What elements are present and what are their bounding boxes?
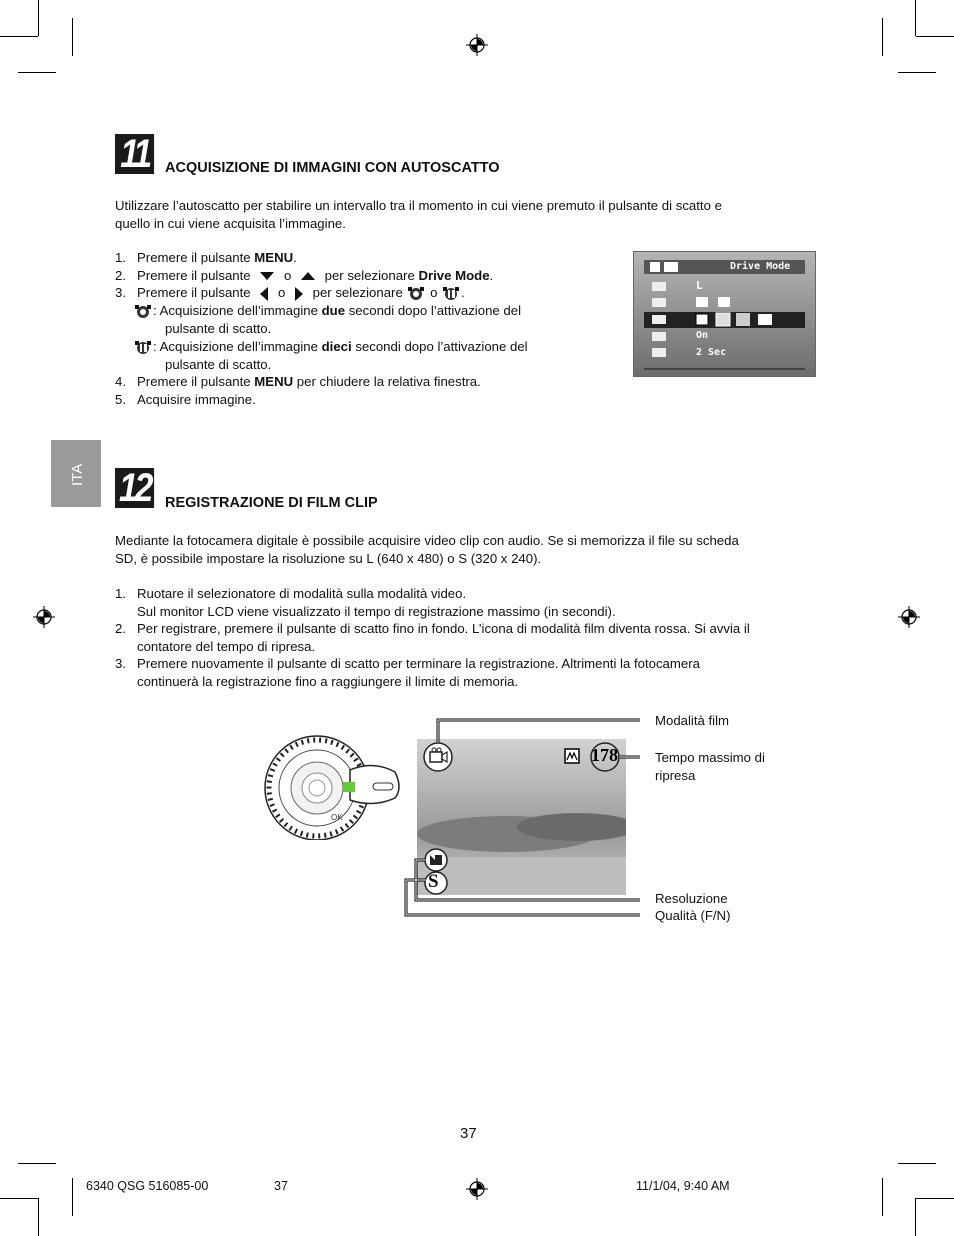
list-item bbox=[115, 391, 615, 409]
step-text: Premere il pulsante bbox=[137, 250, 255, 265]
list-sub-item bbox=[115, 302, 615, 320]
step-text: Acquisire immagine. bbox=[137, 392, 256, 408]
list-item bbox=[115, 249, 615, 267]
sub-bold: dieci bbox=[321, 338, 352, 354]
self-timer-2s-icon bbox=[133, 303, 153, 320]
crop-mark bbox=[916, 1198, 954, 1199]
steps-list bbox=[115, 585, 835, 691]
step-number: 1. bbox=[115, 250, 126, 265]
step-text: . bbox=[293, 250, 297, 265]
page-number: 37 bbox=[460, 1125, 477, 1142]
step-text: Premere il pulsante bbox=[137, 374, 255, 390]
callout-quality: Qualità (F/N) bbox=[655, 908, 731, 923]
step-text: per selezionare bbox=[308, 285, 407, 301]
screen-on-value: On bbox=[696, 330, 709, 341]
callout-text: ripresa bbox=[655, 767, 696, 783]
registration-mark-icon bbox=[33, 606, 55, 628]
sub-text: pulsante di scatto. bbox=[165, 356, 272, 372]
footer-timestamp: 11/1/04, 9:40 AM bbox=[636, 1179, 730, 1193]
step-text: o bbox=[430, 285, 442, 301]
screen-sec-value: 2 Sec bbox=[696, 347, 727, 358]
crop-mark bbox=[916, 36, 954, 37]
list-item bbox=[115, 620, 835, 655]
step-text: Ruotare il selezionatore di modalità sulla modalità video. bbox=[137, 586, 467, 601]
counter-display: 178 bbox=[591, 745, 618, 765]
step-text: per selezionare bbox=[320, 267, 419, 283]
step-text: o bbox=[280, 267, 295, 283]
list-item bbox=[115, 585, 835, 620]
crop-mark bbox=[18, 72, 56, 73]
callout-text: Tempo massimo di bbox=[655, 750, 765, 765]
crop-mark bbox=[38, 1198, 39, 1236]
step-text: Premere il pulsante bbox=[137, 285, 255, 301]
footer-doc-id: 6340 QSG 516085-00 bbox=[86, 1179, 209, 1193]
section-title: REGISTRAZIONE DI FILM CLIP bbox=[165, 495, 378, 511]
crop-mark bbox=[915, 1198, 916, 1236]
step-text: Premere nuovamente il pulsante di scatto per terminare la registrazione. Altrimenti la fotocamera bbox=[137, 656, 700, 672]
left-arrow-icon bbox=[260, 287, 268, 301]
step-number: 2. bbox=[115, 267, 126, 283]
step-text: per chiudere la relativa finestra. bbox=[293, 374, 481, 390]
crop-mark bbox=[898, 1163, 936, 1164]
step-text: Per registrare, premere il pulsante di scatto fino in fondo. L’icona di modalità film diventa rossa. Si avvia il bbox=[137, 621, 750, 637]
text-line: SD, è possibile impostare la risoluzione su L (640 x 480) o S (320 x 240). bbox=[115, 550, 542, 566]
sub-bold: due bbox=[321, 303, 346, 319]
list-item bbox=[115, 655, 835, 690]
crop-mark bbox=[0, 1198, 38, 1199]
drive-mode-screenshot bbox=[633, 251, 816, 377]
screen-size-value: L bbox=[696, 279, 703, 292]
step-text: contatore del tempo di ripresa. bbox=[137, 638, 316, 654]
self-timer-10s-icon bbox=[133, 339, 153, 356]
section-title: ACQUISIZIONE DI IMMAGINI CON AUTOSCATTO bbox=[165, 160, 500, 176]
step-text: . bbox=[461, 285, 465, 301]
step-text: o bbox=[274, 285, 289, 301]
callout-resolution: Resoluzione bbox=[655, 891, 728, 906]
step-number: 4. bbox=[115, 374, 126, 390]
self-timer-10s-icon bbox=[441, 285, 461, 302]
step-bold: MENU bbox=[254, 250, 294, 265]
resolution-letter: S bbox=[428, 871, 439, 892]
registration-mark-icon bbox=[466, 34, 488, 56]
mode-dial-illustration bbox=[255, 730, 405, 840]
text-line: Utilizzare l’autoscatto per stabilire un intervallo tra il momento in cui viene premuto il pulsante di scatto e bbox=[115, 198, 722, 213]
step-number: 3. bbox=[115, 285, 126, 301]
crop-mark bbox=[915, 0, 916, 36]
step-number: 2. bbox=[115, 621, 126, 637]
list-item bbox=[115, 373, 615, 391]
step-text: . bbox=[489, 267, 494, 283]
step-bold: Drive Mode bbox=[418, 267, 490, 283]
sub-text: secondi dopo l’attivazione del bbox=[351, 338, 528, 354]
text-line: Mediante la fotocamera digitale è possibile acquisire video clip con audio. Se si memorizza il file su scheda bbox=[115, 533, 739, 548]
crop-mark bbox=[898, 72, 936, 73]
crop-mark bbox=[72, 18, 73, 56]
text-line: quello in cui viene acquisita l’immagine. bbox=[115, 215, 346, 231]
section-number: 12 bbox=[115, 468, 154, 508]
crop-mark bbox=[882, 18, 883, 56]
screen-header: Drive Mode bbox=[730, 261, 791, 272]
language-tab bbox=[51, 440, 101, 507]
step-number: 1. bbox=[115, 586, 126, 601]
step-text: Sul monitor LCD viene visualizzato il tempo di registrazione massimo (in secondi). bbox=[137, 603, 616, 619]
intro-paragraph bbox=[115, 532, 835, 567]
svg-text:OK: OK bbox=[331, 813, 343, 822]
callout-max-time bbox=[655, 749, 765, 784]
self-timer-2s-icon bbox=[406, 285, 426, 302]
step-number: 3. bbox=[115, 656, 126, 672]
step-number: 5. bbox=[115, 392, 126, 408]
registration-mark-icon bbox=[466, 1178, 488, 1200]
intro-paragraph bbox=[115, 197, 835, 232]
callout-lines bbox=[400, 715, 645, 920]
right-arrow-icon bbox=[295, 287, 303, 301]
crop-mark bbox=[0, 36, 38, 37]
step-text: continuerà la registrazione fino a raggiungere il limite di memoria. bbox=[137, 673, 519, 689]
crop-mark bbox=[38, 0, 39, 36]
sub-text: : Acquisizione dell’immagine bbox=[153, 303, 322, 319]
step-text: Premere il pulsante bbox=[137, 267, 255, 283]
footer-page: 37 bbox=[274, 1179, 288, 1193]
sub-text: pulsante di scatto. bbox=[165, 321, 272, 337]
list-item bbox=[115, 284, 615, 302]
language-tab-label: ITA bbox=[69, 463, 86, 486]
up-arrow-icon bbox=[301, 272, 315, 280]
sub-text: : Acquisizione dell’immagine bbox=[153, 338, 322, 354]
callout-film-mode: Modalità film bbox=[655, 713, 730, 728]
registration-mark-icon bbox=[898, 606, 920, 628]
down-arrow-icon bbox=[260, 272, 274, 280]
crop-mark bbox=[882, 1178, 883, 1216]
steps-list bbox=[115, 249, 615, 409]
section-number: 11 bbox=[115, 134, 154, 174]
step-bold: MENU bbox=[254, 374, 294, 390]
list-sub-item bbox=[115, 338, 615, 356]
sub-text: secondi dopo l’attivazione del bbox=[345, 303, 521, 319]
crop-mark bbox=[72, 1178, 73, 1216]
list-item bbox=[115, 267, 615, 285]
crop-mark bbox=[18, 1163, 56, 1164]
